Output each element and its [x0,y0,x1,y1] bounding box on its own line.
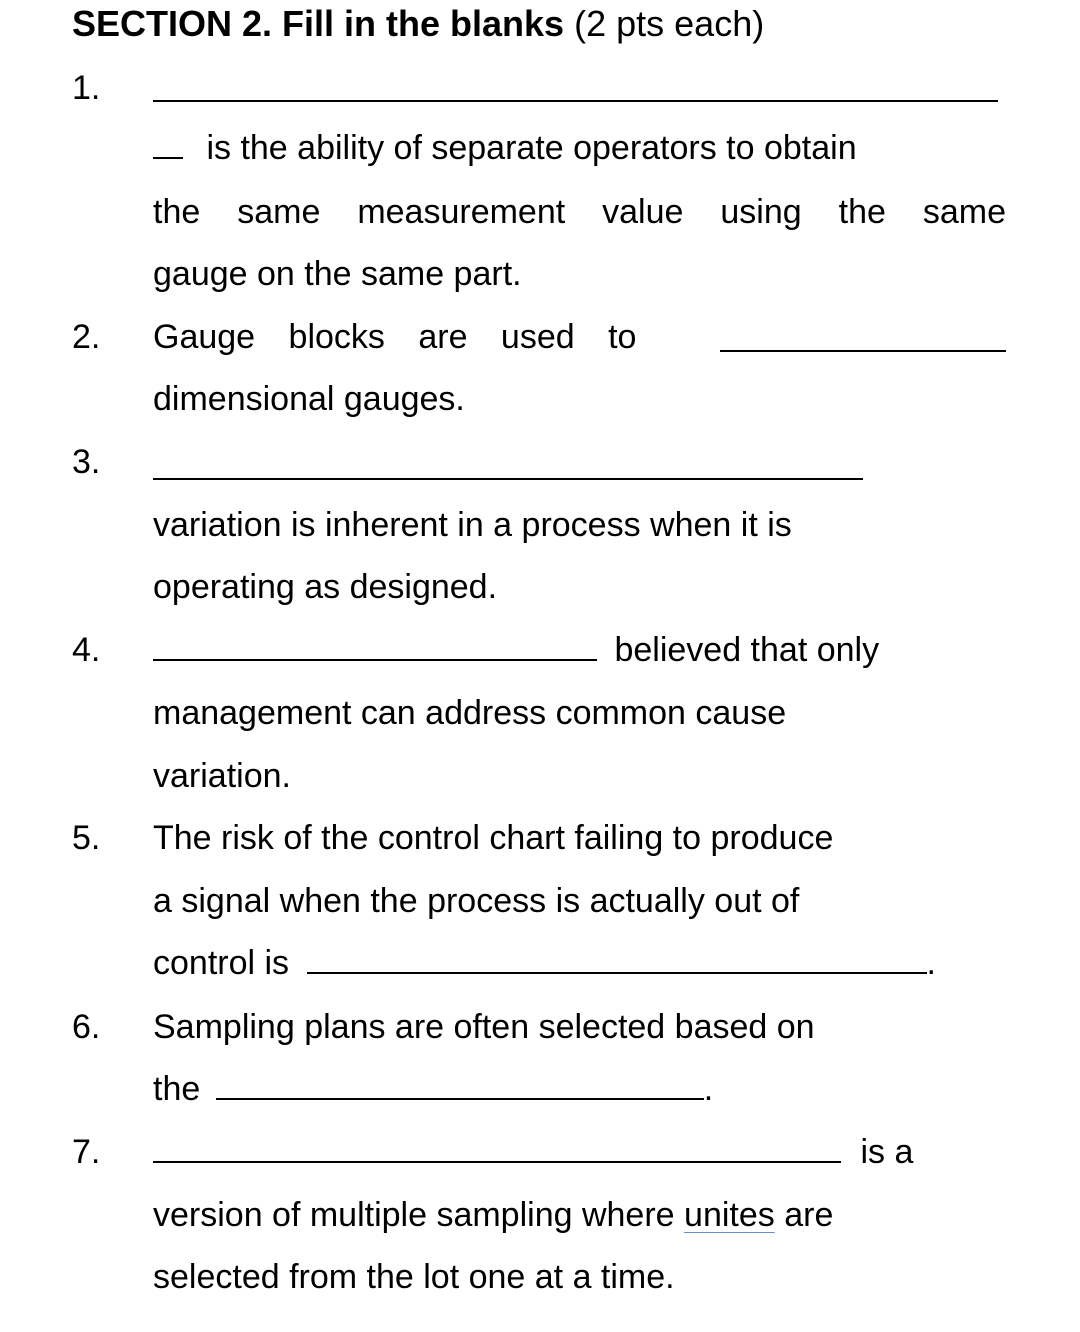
question-4-line-3: variation. [153,757,291,795]
question-4-line-2: management can address common cause [153,694,787,732]
question-2-line-2: dimensional gauges. [153,380,465,418]
question-4-blank[interactable] [153,631,597,661]
question-5-line-3: control is . [153,944,936,982]
question-1-blank-tail[interactable] [153,129,183,159]
question-5-line-2: a signal when the process is actually out of [153,882,800,920]
question-2-number: 2. [72,318,101,356]
question-1-line-1: is the ability of separate operators to obtain [153,126,857,170]
question-7-line-2: version of multiple sampling where unites are [153,1196,834,1234]
question-3-line-2: operating as designed. [153,568,498,606]
question-5-line-1: The risk of the control chart failing to produce [153,819,834,857]
question-7-number: 7. [72,1133,101,1171]
question-1-line-3: gauge on the same part. [153,255,522,293]
question-6-line-2: the . [153,1070,714,1108]
question-2-line-1: Gauge blocks are used to [153,318,637,356]
question-6-number: 6. [72,1008,101,1046]
question-6-line-1: Sampling plans are often selected based on [153,1008,815,1046]
question-7-line-1: is a [153,1130,913,1174]
question-5-blank[interactable] [307,944,927,974]
section-title: SECTION 2. Fill in the blanks [72,3,565,44]
question-5-number: 5. [72,819,101,857]
question-4-number: 4. [72,631,101,669]
question-1-blank[interactable] [153,100,998,102]
question-2-blank[interactable] [720,350,1006,352]
question-7-blank[interactable] [153,1133,841,1163]
question-4-line-1: believed that only [153,628,879,672]
section-heading [72,2,764,46]
question-3-number: 3. [72,443,101,481]
question-1-line-2: the same measurement value using the same [153,193,1006,231]
question-3-line-1: variation is inherent in a process when it is [153,506,792,544]
spellcheck-flagged-word: unites [684,1196,775,1234]
question-7-line-3: selected from the lot one at a time. [153,1258,675,1296]
question-1-number: 1. [72,69,101,107]
question-3-blank[interactable] [153,478,863,480]
question-6-blank[interactable] [216,1070,704,1100]
section-points: (2 pts each) [574,3,765,44]
